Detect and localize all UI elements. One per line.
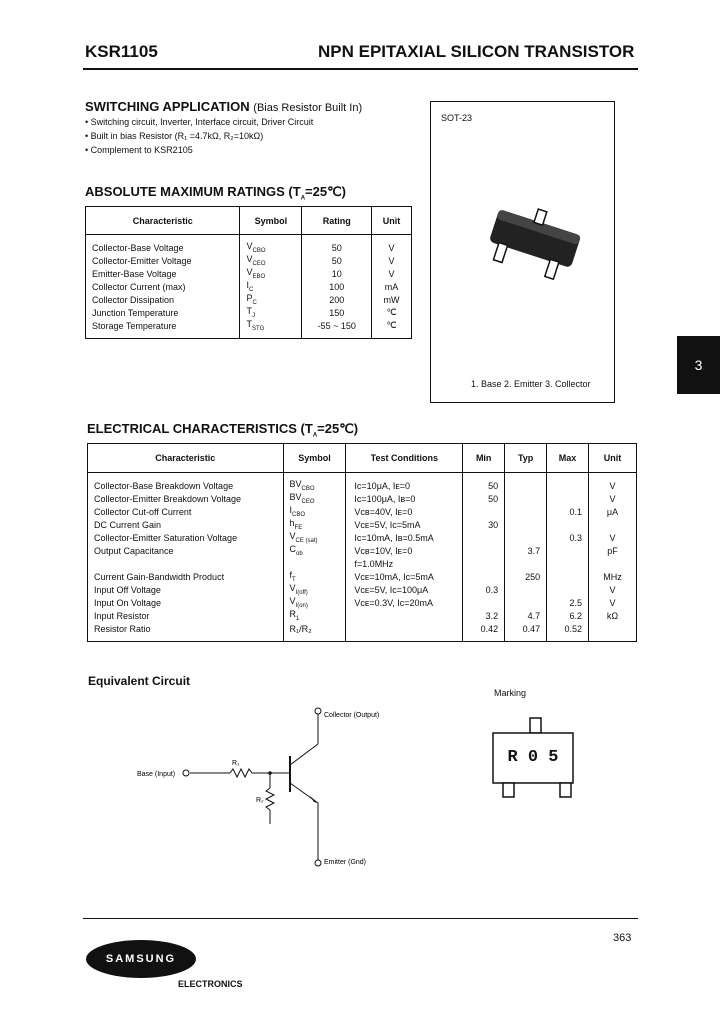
- table-row: [88, 609, 637, 622]
- characteristic-cell: DC Current Gain: [94, 519, 162, 530]
- bullet: • Built in bias Resistor (R₁ =4.7kΩ, R₂=10kΩ): [85, 131, 264, 141]
- symbol-cell: $V_{I(on)}$: [283, 596, 346, 609]
- max-cell: [547, 518, 589, 531]
- emitter-label: Emitter (Gnd): [324, 859, 367, 866]
- min-cell: [463, 531, 505, 544]
- max-cell: 0.52: [547, 622, 589, 635]
- equivalent-circuit-diagram: [130, 700, 390, 880]
- table-row: [86, 280, 412, 293]
- base-terminal: [183, 770, 189, 776]
- typ-cell: 3.7: [505, 544, 547, 557]
- condition-cell: [346, 609, 463, 622]
- table-row: [86, 319, 412, 332]
- marking-title: Marking: [494, 688, 527, 698]
- typ-cell: [505, 479, 547, 492]
- col-header: Rating: [302, 207, 372, 235]
- application-title: SWITCHING APPLICATION (Bias Resistor Built In): [85, 99, 363, 114]
- col-header: Unit: [372, 207, 412, 235]
- min-cell: 0.3: [463, 583, 505, 596]
- condition-cell: Vᴄʙ=40V, Iᴇ=0: [346, 505, 463, 518]
- unit-cell: V: [372, 267, 412, 280]
- symbol-cell: $V_{CBO}$: [240, 241, 302, 254]
- r2-label: R₂: [256, 797, 264, 804]
- table-row: [88, 557, 637, 570]
- unit-cell: V: [372, 254, 412, 267]
- table-row: [88, 492, 637, 505]
- unit-cell: V: [589, 531, 637, 544]
- max-cell: 2.5: [547, 596, 589, 609]
- table-row: [86, 254, 412, 267]
- characteristic-cell: Collector Dissipation: [92, 294, 175, 305]
- characteristic-cell: Collector-Emitter Breakdown Voltage: [94, 493, 242, 504]
- typ-cell: [505, 505, 547, 518]
- min-cell: [463, 544, 505, 557]
- unit-cell: V: [589, 596, 637, 609]
- typ-cell: 250: [505, 570, 547, 583]
- condition-cell: Vᴄᴇ=10mA, Iᴄ=5mA: [346, 570, 463, 583]
- characteristic-cell: Input Resistor: [94, 610, 150, 621]
- condition-cell: [346, 622, 463, 635]
- condition-cell: f=1.0MHz: [346, 557, 463, 570]
- characteristic-cell: Junction Temperature: [92, 307, 179, 318]
- abs-max-table: [85, 206, 412, 339]
- condition-cell: Iᴄ=10mA, Iʙ=0.5mA: [346, 531, 463, 544]
- base-label: Base (Input): [137, 771, 176, 778]
- table-row: [88, 544, 637, 557]
- unit-cell: μA: [589, 505, 637, 518]
- typ-cell: [505, 596, 547, 609]
- symbol-cell: $I_C$: [240, 280, 302, 293]
- electrical-title: ELECTRICAL CHARACTERISTICS $(T_A=25℃)$: [87, 421, 359, 439]
- characteristic-cell: Collector-Base Voltage: [92, 242, 184, 253]
- characteristic-cell: Collector Cut-off Current: [94, 506, 192, 517]
- rating-cell: -55 ~ 150: [302, 319, 372, 332]
- max-cell: 0.3: [547, 531, 589, 544]
- unit-cell: V: [589, 492, 637, 505]
- package-box: [430, 101, 615, 403]
- circuit-title: Equivalent Circuit: [88, 674, 191, 688]
- table-row: [86, 267, 412, 280]
- characteristic-cell: Resistor Ratio: [94, 623, 151, 634]
- symbol-cell: $T_J$: [240, 306, 302, 319]
- electrical-table: [87, 443, 637, 642]
- footer-rule: [83, 918, 638, 919]
- unit-cell: [589, 557, 637, 570]
- typ-cell: [505, 492, 547, 505]
- unit-cell: ℃: [372, 319, 412, 332]
- col-header: Unit: [589, 444, 637, 473]
- rating-cell: 150: [302, 306, 372, 319]
- bullet: • Switching circuit, Inverter, Interface circuit, Driver Circuit: [85, 117, 314, 127]
- min-cell: 50: [463, 479, 505, 492]
- application-bullets: [85, 115, 313, 157]
- unit-cell: mW: [372, 293, 412, 306]
- symbol-cell: $T_{STG}$: [240, 319, 302, 332]
- min-cell: 3.2: [463, 609, 505, 622]
- pin-description: 1. Base 2. Emitter 3. Collector: [471, 379, 591, 389]
- typ-cell: [505, 518, 547, 531]
- characteristic-cell: [88, 557, 284, 570]
- characteristic-cell: Collector-Emitter Voltage: [92, 255, 192, 266]
- max-cell: [547, 583, 589, 596]
- symbol-cell: $BV_{CEO}$: [283, 492, 346, 505]
- symbol-cell: R₁/R₂: [283, 622, 346, 635]
- table-row: [88, 622, 637, 635]
- table-row: [88, 570, 637, 583]
- characteristic-cell: Collector-Base Breakdown Voltage: [94, 480, 234, 491]
- min-cell: [463, 596, 505, 609]
- symbol-cell: $V_{EBO}$: [240, 267, 302, 280]
- page-number: 363: [613, 932, 632, 944]
- col-header: Min: [463, 444, 505, 473]
- collector-terminal: [315, 708, 321, 714]
- characteristic-cell: Emitter-Base Voltage: [92, 268, 177, 279]
- rating-cell: 50: [302, 254, 372, 267]
- symbol-cell: $C_{ob}$: [283, 544, 346, 557]
- min-cell: 0.42: [463, 622, 505, 635]
- max-cell: [547, 570, 589, 583]
- table-row: [88, 583, 637, 596]
- characteristic-cell: Current Gain-Bandwidth Product: [94, 571, 225, 582]
- table-row: [86, 306, 412, 319]
- table-row: [86, 241, 412, 254]
- col-header: Characteristic: [86, 207, 240, 235]
- symbol-cell: $h_{FE}$: [283, 518, 346, 531]
- max-cell: 0.1: [547, 505, 589, 518]
- unit-cell: kΩ: [589, 609, 637, 622]
- samsung-logo: SAMSUNG: [86, 940, 196, 978]
- page-title: NPN EPITAXIAL SILICON TRANSISTOR: [318, 42, 635, 61]
- symbol-cell: $f_T$: [283, 570, 346, 583]
- condition-cell: Vᴄᴇ=0.3V, Iᴄ=20mA: [346, 596, 463, 609]
- unit-cell: V: [589, 479, 637, 492]
- rating-cell: 100: [302, 280, 372, 293]
- rating-cell: 50: [302, 241, 372, 254]
- max-cell: 6.2: [547, 609, 589, 622]
- bullet: • Complement to KSR2105: [85, 145, 193, 155]
- table-row: [88, 531, 637, 544]
- unit-cell: pF: [589, 544, 637, 557]
- col-header: Symbol: [283, 444, 346, 473]
- unit-cell: mA: [372, 280, 412, 293]
- unit-cell: [589, 622, 637, 635]
- condition-cell: Vᴄᴇ=5V, Iᴄ=100μA: [346, 583, 463, 596]
- typ-cell: 4.7: [505, 609, 547, 622]
- max-cell: [547, 479, 589, 492]
- emitter-terminal: [315, 860, 321, 866]
- characteristic-cell: Storage Temperature: [92, 320, 177, 331]
- rating-cell: 10: [302, 267, 372, 280]
- unit-cell: ℃: [372, 306, 412, 319]
- table-row: [88, 596, 637, 609]
- symbol-cell: $R_1$: [283, 609, 346, 622]
- table-row: [88, 505, 637, 518]
- col-header: Symbol: [240, 207, 302, 235]
- sot23-package-image: [481, 202, 591, 292]
- characteristic-cell: Collector Current (max): [92, 281, 186, 292]
- min-cell: [463, 505, 505, 518]
- min-cell: 30: [463, 518, 505, 531]
- table-row: [86, 293, 412, 306]
- condition-cell: Iᴄ=100μA, Iʙ=0: [346, 492, 463, 505]
- symbol-cell: $V_{CEO}$: [240, 254, 302, 267]
- chapter-tab: 3: [677, 336, 720, 394]
- col-header: Max: [547, 444, 589, 473]
- characteristic-cell: Input On Voltage: [94, 597, 162, 608]
- col-header: Typ: [505, 444, 547, 473]
- unit-cell: V: [589, 583, 637, 596]
- typ-cell: [505, 583, 547, 596]
- r1-label: R₁: [232, 760, 240, 767]
- col-header: Characteristic: [88, 444, 284, 473]
- min-cell: [463, 557, 505, 570]
- rating-cell: 200: [302, 293, 372, 306]
- condition-cell: Vᴄʙ=10V, Iᴇ=0: [346, 544, 463, 557]
- symbol-cell: $BV_{CBO}$: [283, 479, 346, 492]
- typ-cell: [505, 557, 547, 570]
- table-row: [88, 479, 637, 492]
- division-label: ELECTRONICS: [178, 979, 243, 989]
- col-header: Test Conditions: [346, 444, 463, 473]
- min-cell: [463, 570, 505, 583]
- marking-code: R 0 5: [507, 748, 559, 767]
- typ-cell: 0.47: [505, 622, 547, 635]
- symbol-cell: $I_{CBO}$: [283, 505, 346, 518]
- package-name: SOT-23: [441, 113, 473, 123]
- table-row: [88, 518, 637, 531]
- abs-max-title: ABSOLUTE MAXIMUM RATINGS $(T_A=25℃)$: [85, 184, 347, 202]
- max-cell: [547, 544, 589, 557]
- part-number: KSR1105: [85, 42, 158, 61]
- unit-cell: [589, 518, 637, 531]
- symbol-cell: $P_C$: [240, 293, 302, 306]
- condition-cell: Iᴄ=10μA, Iᴇ=0: [346, 479, 463, 492]
- collector-label: Collector (Output): [324, 712, 380, 719]
- symbol-cell: [283, 557, 346, 570]
- max-cell: [547, 557, 589, 570]
- max-cell: [547, 492, 589, 505]
- unit-cell: MHz: [589, 570, 637, 583]
- characteristic-cell: Output Capacitance: [94, 545, 174, 556]
- symbol-cell: $V_{CE (sat)}$: [283, 531, 346, 544]
- header-rule: [83, 68, 638, 70]
- characteristic-cell: Collector-Emitter Saturation Voltage: [94, 532, 238, 543]
- characteristic-cell: Input Off Voltage: [94, 584, 161, 595]
- condition-cell: Vᴄᴇ=5V, Iᴄ=5mA: [346, 518, 463, 531]
- unit-cell: V: [372, 241, 412, 254]
- typ-cell: [505, 531, 547, 544]
- min-cell: 50: [463, 492, 505, 505]
- symbol-cell: $V_{I(off)}$: [283, 583, 346, 596]
